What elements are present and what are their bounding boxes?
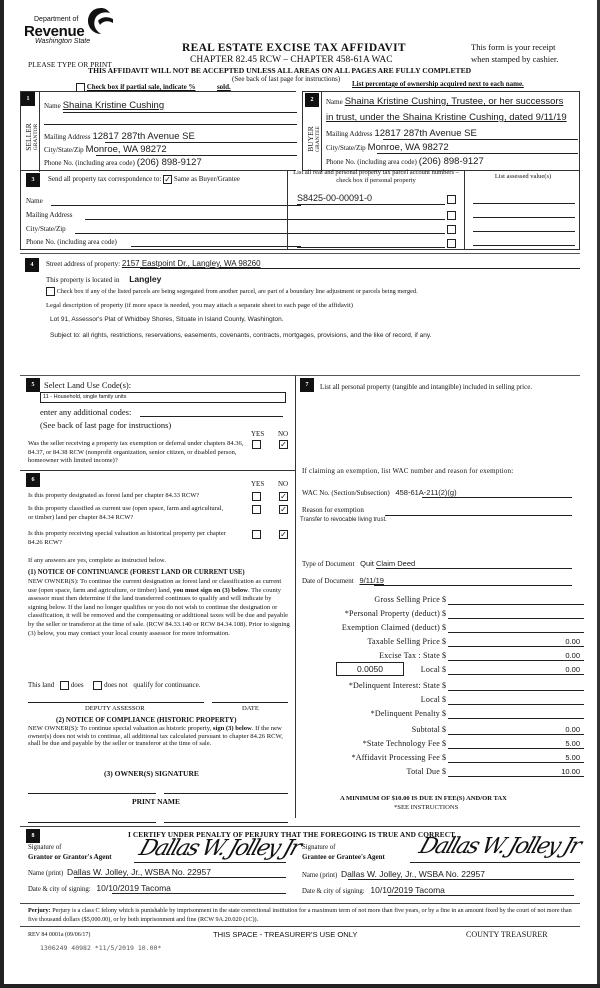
grantor-sig-label-2: Grantor or Grantor's Agent xyxy=(28,853,112,861)
send-to-label: Send all property tax correspondence to: xyxy=(48,175,162,184)
form-title: REAL ESTATE EXCISE TAX AFFIDAVIT xyxy=(182,42,406,54)
personal-property-label: List all personal property (tangible and intangible) included in selling price. xyxy=(320,383,533,391)
same-as-buyer-label: Same as Buyer/Grantee xyxy=(173,175,240,184)
corr-city-row xyxy=(26,225,66,233)
parcel-4-personal-checkbox[interactable] xyxy=(447,239,456,248)
currency-symbol: $ xyxy=(442,609,446,618)
doc-type-row xyxy=(302,559,415,568)
seller-mailing-field[interactable]: 12817 287th Avenue SE xyxy=(92,131,195,142)
additional-codes-label: enter any additional codes: xyxy=(40,407,132,417)
fee-label: Subtotal xyxy=(411,725,440,734)
does-qualify-checkbox[interactable] xyxy=(60,681,69,690)
fee-delinquent-penalty xyxy=(300,709,600,721)
section-8-badge: 8 xyxy=(26,829,40,843)
currency-symbol: $ xyxy=(442,623,446,632)
buyer-name-label: Name xyxy=(326,98,343,106)
print-name-label: PRINT NAME xyxy=(132,797,180,806)
wac-row xyxy=(302,488,457,497)
grantee-date-row xyxy=(302,885,445,895)
seller-mailing-label: Mailing Address xyxy=(44,133,91,141)
buyer-side-divider xyxy=(321,92,322,172)
doc-type-field[interactable]: Quit Claim Deed xyxy=(360,559,416,568)
deputy-assessor-signature-field[interactable] xyxy=(28,702,204,703)
section-4-badge: 4 xyxy=(25,258,39,272)
fee-label: Taxable Selling Price xyxy=(367,637,440,646)
historical-yes-checkbox[interactable] xyxy=(252,530,261,539)
fee-taxable-selling-price xyxy=(300,637,600,649)
exemption-yes-checkbox[interactable] xyxy=(252,440,261,449)
assessed-2-field[interactable] xyxy=(473,217,575,218)
notice-1-text-b: . The county assessor must then determine if the land transferred continues to qualify and will indicate by signing below. If the land no longer qualifies or you do not wish to continue the designation or classification, it will be removed and the compensating or additional taxes will be due and payable by the seller or transferor at the time of sale. (RCW 84.33.140 or RCW 84.34.108). Prior to signing (3) below, you may contact your local county assessor for more information. xyxy=(28,586,290,637)
current-use-no-checkbox[interactable]: ✓ xyxy=(280,505,287,514)
seller-mailing-row xyxy=(44,131,195,142)
grantee-name-field[interactable]: Dallas W. Jolley, Jr., WSBA No. 22957 xyxy=(341,869,485,879)
forest-yes-checkbox[interactable] xyxy=(252,492,261,501)
currency-symbol: $ xyxy=(442,709,446,718)
seller-side-divider xyxy=(39,92,40,172)
wac-label: WAC No. (Section/Subsection) xyxy=(302,489,390,497)
ownership-note: List percentage of ownership acquired next to each name. xyxy=(352,80,524,88)
buyer-mailing-row xyxy=(326,128,477,139)
seller-name-line-2 xyxy=(44,124,297,125)
qualify-label: qualify for continuance. xyxy=(133,681,201,690)
grantee-date-label: Date & city of signing: xyxy=(302,888,365,895)
currency-symbol: $ xyxy=(442,739,446,748)
treasurer-use-only: THIS SPACE - TREASURER'S USE ONLY xyxy=(213,930,358,939)
street-row xyxy=(46,259,261,268)
currency-symbol: $ xyxy=(442,753,446,762)
fee-label: Local xyxy=(420,695,440,704)
forest-no-checkbox[interactable]: ✓ xyxy=(280,492,287,501)
corr-mailing-row xyxy=(26,211,72,219)
fee-gross-selling-price xyxy=(300,595,600,607)
corr-mailing-label: Mailing Address xyxy=(26,211,73,219)
grantor-date-field[interactable]: 10/10/2019 Tacoma xyxy=(96,883,171,893)
fee-label: *Delinquent Penalty xyxy=(370,709,440,718)
fee-field[interactable] xyxy=(448,637,584,647)
land-use-select[interactable]: 11 - Household, single family units xyxy=(40,392,286,403)
fee-field[interactable] xyxy=(448,725,584,735)
owner-signature-field-2[interactable] xyxy=(164,793,288,794)
date-label: DATE xyxy=(242,705,259,712)
land-use-see-back: (See back of last page for instructions) xyxy=(40,420,172,430)
grantee-date-field[interactable]: 10/10/2019 Tacoma xyxy=(370,885,445,895)
grantor-sig-label-1: Signature of xyxy=(28,844,62,851)
parcel-3-field[interactable] xyxy=(297,233,445,234)
fee-delinquent-interest-state xyxy=(300,681,600,693)
seller-city-row xyxy=(44,144,167,155)
corr-phone-field[interactable] xyxy=(131,246,301,247)
fee-field[interactable] xyxy=(448,595,584,605)
if-yes-note: If any answers are yes, complete as instructed below. xyxy=(28,557,166,564)
grantor-date-line xyxy=(112,893,286,894)
dept-line-2: Revenue xyxy=(24,23,85,40)
notice-1-body xyxy=(28,578,290,638)
street-field[interactable]: 2157 Eastpoint Dr., Langley, WA 98260 xyxy=(121,259,261,268)
grantor-date-row xyxy=(28,883,171,893)
personal-property-field[interactable] xyxy=(302,405,572,455)
fee-field[interactable] xyxy=(448,695,584,705)
section-3-badge: 3 xyxy=(26,173,40,187)
fee-field[interactable] xyxy=(448,681,584,691)
parcel-1-field[interactable]: S8425-00-00091-0 xyxy=(297,193,445,205)
see-back-note: (See back of last page for instructions) xyxy=(232,75,341,83)
see-instructions-note: *SEE INSTRUCTIONS xyxy=(394,804,459,811)
current-use-yes-checkbox[interactable] xyxy=(252,505,261,514)
fee-field[interactable] xyxy=(448,709,584,719)
fee-label: *State Technology Fee xyxy=(362,739,440,748)
seller-name-line xyxy=(63,112,297,113)
warning-banner: THIS AFFIDAVIT WILL NOT BE ACCEPTED UNLESS ALL AREAS ON ALL PAGES ARE FULLY COMPLETED xyxy=(88,66,472,75)
reason-field[interactable]: Transfer to revocable living trust. xyxy=(300,517,387,523)
section-6-badge: 6 xyxy=(26,473,40,487)
reason-label: Reason for exemption xyxy=(302,506,364,514)
buyer-mailing-label: Mailing Address xyxy=(326,130,373,138)
corr-name-field[interactable] xyxy=(51,205,301,206)
forest-land-question: Is this property designated as forest land per chapter 84.33 RCW? xyxy=(28,492,200,499)
wac-field[interactable]: 458-61A-211(2)(g) xyxy=(395,488,457,497)
perjury-text: Perjury is a class C felony which is punishable by imprisonment in the state correctional institution for a maximum term of not more than five years, or by a fine in an amount fixed by the court of not more than five thousand dollars ($5,000.00), or by both imprisonment and fine (RCW 9A.20.020 (1C)). xyxy=(28,907,572,923)
buyer-label: BUYER xyxy=(306,126,315,152)
currency-symbol: $ xyxy=(442,695,446,704)
seller-name-row xyxy=(44,100,296,111)
fee-excise-tax-local xyxy=(300,665,600,677)
fee-field[interactable] xyxy=(448,665,584,675)
segregated-label: Check box if any of the listed parcels are being segregated from another parcel, are part of a boundary line adjustment or parcels being merged. xyxy=(56,287,418,295)
section-2-badge: 2 xyxy=(305,93,319,107)
currency-symbol: $ xyxy=(442,651,446,660)
corr-name-label: Name xyxy=(26,197,43,205)
assessed-4-field[interactable] xyxy=(473,245,575,246)
deputy-assessor-label: DEPUTY ASSESSOR xyxy=(85,705,145,712)
segregated-checkbox[interactable] xyxy=(46,287,55,296)
certify-statement: I CERTIFY UNDER PENALTY OF PERJURY THAT THE FOREGOING IS TRUE AND CORRECT. xyxy=(128,830,457,839)
grantee-label: GRANTEE xyxy=(315,126,321,152)
grantor-date-label: Date & city of signing: xyxy=(28,886,91,893)
buyer-mailing-field[interactable]: 12817 287th Avenue SE xyxy=(374,128,477,139)
parcel-3-personal-checkbox[interactable] xyxy=(447,225,456,234)
notice-1-bold: you must sign on (3) below xyxy=(173,586,248,594)
dor-swoosh-icon xyxy=(86,6,116,36)
doc-type-line xyxy=(376,568,572,569)
receipt-note-1: This form is your receipt xyxy=(471,42,556,52)
reason-line xyxy=(385,515,572,516)
owner-signature-label: (3) OWNER(S) SIGNATURE xyxy=(104,769,199,778)
corr-mailing-field[interactable] xyxy=(85,219,301,220)
seller-name-label: Name xyxy=(44,102,61,110)
buyer-phone-label: Phone No. (including area code) xyxy=(326,158,417,166)
grantor-label: GRANTOR xyxy=(33,123,39,151)
assessed-3-field[interactable] xyxy=(473,231,575,232)
seller-city-label: City/State/Zip xyxy=(44,146,84,154)
fee-label: *Affidavit Processing Fee xyxy=(351,753,440,762)
parcel-1-personal-checkbox[interactable] xyxy=(447,195,456,204)
corr-phone-row xyxy=(26,238,117,246)
fee-value: 0.00 xyxy=(565,665,580,674)
buyer-phone-field[interactable]: (206) 898-9127 xyxy=(418,156,484,167)
buyer-side-label xyxy=(306,114,321,164)
seller-phone-label: Phone No. (including area code) xyxy=(44,159,135,167)
grantee-sig-label-1: Signature of xyxy=(302,844,336,851)
buyer-name-row xyxy=(326,96,563,107)
seller-phone-field[interactable]: (206) 898-9127 xyxy=(136,157,202,168)
section-6-divider xyxy=(20,470,296,471)
notice-1-text-a: NEW OWNER(S): To continue the current designation as forest land or classification as current use (open space, farm and agriculture, or timber) land, xyxy=(28,578,282,594)
fee-label: *Delinquent Interest: State xyxy=(348,681,440,690)
fee-label: Excise Tax : State xyxy=(379,651,440,660)
currency-symbol: $ xyxy=(442,681,446,690)
land-use-label: Select Land Use Code(s): xyxy=(44,380,132,390)
notice-2-text-a: NEW OWNER(S): To continue special valuation as historic property, xyxy=(28,725,212,732)
seller-mailing-line xyxy=(105,142,297,143)
form-subtitle: CHAPTER 82.45 RCW – CHAPTER 458-61A WAC xyxy=(190,55,393,65)
print-name-field-1[interactable] xyxy=(28,822,156,823)
partial-sale-suffix: sold. xyxy=(216,83,231,92)
fee-field[interactable] xyxy=(448,651,584,661)
grantee-signature: Dallas W. Jolley Jr xyxy=(415,834,583,859)
doc-type-label: Type of Document xyxy=(302,560,355,568)
dor-logo xyxy=(24,6,120,48)
grantor-name-row xyxy=(28,867,211,877)
fee-label: Exemption Claimed (deduct) xyxy=(341,623,440,632)
historical-question: Is this property receiving special valuation as historical property per chapter 84.26 RCW? xyxy=(28,530,226,546)
legal-description-line-2[interactable]: Subject to: all rights, restrictions, reservations, easements, covenants, contracts, mortgages, provisions, and the like of record, if any. xyxy=(50,332,432,339)
grantee-signature-field[interactable] xyxy=(410,862,580,863)
wac-line xyxy=(422,497,572,498)
fee-field[interactable] xyxy=(448,753,584,763)
fee-subtotal xyxy=(300,725,600,737)
grantee-name-row xyxy=(302,869,485,879)
parcel-4-field[interactable] xyxy=(297,247,445,248)
corr-phone-label: Phone No. (including area code) xyxy=(26,238,117,246)
form-number: REV 84 0001a (09/06/17) xyxy=(28,932,91,938)
seller-city-line xyxy=(96,155,297,156)
owner-signature-field-1[interactable] xyxy=(28,793,156,794)
print-name-field-2[interactable] xyxy=(164,822,288,823)
fee-value: 0.00 xyxy=(565,637,580,646)
deputy-assessor-date-field[interactable] xyxy=(212,702,288,703)
seller-label: SELLER xyxy=(24,123,33,151)
parcel-2-personal-checkbox[interactable] xyxy=(447,211,456,220)
fee-label: Total Due xyxy=(406,767,440,776)
fee-label: Gross Selling Price xyxy=(374,595,440,604)
buyer-phone-row xyxy=(326,156,484,167)
grantor-name-field[interactable]: Dallas W. Jolley, Jr., WSBA No. 22957 xyxy=(67,867,211,877)
s6-no-header: NO xyxy=(278,480,289,488)
fee-value: 0.00 xyxy=(565,725,580,734)
assessed-divider xyxy=(464,171,465,250)
segregated-row xyxy=(46,287,418,296)
fee-total-due xyxy=(300,767,600,779)
same-as-buyer-checkbox[interactable]: ✓ xyxy=(164,175,171,184)
buyer-city-row xyxy=(326,142,449,153)
perjury-rule xyxy=(20,926,580,927)
buyer-mailing-line xyxy=(383,139,578,140)
grantor-signature-field[interactable] xyxy=(134,862,286,863)
partial-sale-label: Check box if partial sale, indicate % xyxy=(86,83,196,92)
fee-value: 10.00 xyxy=(561,767,580,776)
corr-name-row xyxy=(26,197,281,205)
type-or-print: PLEASE TYPE OR PRINT xyxy=(28,60,112,69)
cashier-stamp: 1306249 40982 *11/5/2019 10.00* xyxy=(40,944,162,952)
fee-delinquent-interest-local xyxy=(300,695,600,707)
s5-no-header: NO xyxy=(278,430,289,438)
street-line xyxy=(140,268,580,269)
buyer-city-label: City/State/Zip xyxy=(326,144,366,152)
grantee-name-line xyxy=(348,879,574,880)
seller-city-field[interactable]: Monroe, WA 98272 xyxy=(85,144,167,155)
scan-left-edge xyxy=(0,0,4,988)
fee-field[interactable] xyxy=(448,739,584,749)
currency-symbol: $ xyxy=(442,665,446,674)
section-7-badge: 7 xyxy=(300,378,314,392)
section-1-badge: 1 xyxy=(21,92,35,106)
assessed-header: List assessed value(s) xyxy=(494,173,552,180)
notice-2-text-b: . If the new owner(s) does not wish to continue, all additional tax calculated pursuant to chapter 84.26 RCW, shall be due and payable by the seller or transferor at the time of sale. xyxy=(28,725,283,748)
exemption-no-checkbox[interactable]: ✓ xyxy=(280,440,287,449)
located-row xyxy=(46,274,161,284)
section-3-correspondence xyxy=(20,171,580,250)
doc-date-field[interactable]: 9/11/19 xyxy=(359,576,384,585)
exemption-question: Was the seller receiving a property tax exemption or deferral under chapters 84.36, 84.37, or 84.38 RCW (nonprofit organization, senior citizen, or disabled person, homeowner with limited income)? xyxy=(28,440,244,464)
parcel-2-field[interactable] xyxy=(297,219,445,220)
minimum-due-note: A MINIMUM OF $10.00 IS DUE IN FEE(S) AND/OR TAX xyxy=(340,795,507,802)
street-label: Street address of property: xyxy=(46,260,121,268)
fee-field[interactable] xyxy=(448,623,584,633)
corr-city-field[interactable] xyxy=(75,233,301,234)
current-use-question: Is this property classified as current use (open space, farm and agricultural, or timber) land per chapter 84.34 RCW? xyxy=(28,505,224,521)
grantee-date-line xyxy=(388,895,574,896)
dept-line-3: Washington State xyxy=(35,38,91,45)
legal-description-line-1[interactable]: Lot 91, Assessor's Plat of Whidbey Shores, Situate in Island County, Washington. xyxy=(50,316,284,323)
buyer-name-field-1[interactable]: Shaina Kristine Cushing, Trustee, or her successors xyxy=(344,96,564,107)
parcel-divider xyxy=(287,171,288,250)
fee-value: 5.00 xyxy=(565,753,580,762)
grantee-name-label: Name (print) xyxy=(302,872,338,879)
located-label: This property is located in xyxy=(46,276,120,284)
notice-2-title: (2) NOTICE OF COMPLIANCE (HISTORIC PROPERTY) xyxy=(56,716,237,724)
currency-symbol: $ xyxy=(442,637,446,646)
fee-label: Local xyxy=(420,665,440,674)
currency-symbol: $ xyxy=(442,767,446,776)
section-5-badge: 5 xyxy=(26,378,40,392)
s5-yes-header: YES xyxy=(251,430,265,438)
perjury-notice xyxy=(28,906,580,924)
receipt-note-2: when stamped by cashier. xyxy=(471,54,559,64)
additional-codes-field[interactable] xyxy=(140,416,283,417)
this-land-label: This land xyxy=(28,681,55,690)
corr-city-label: City/State/Zip xyxy=(26,225,66,233)
parcel-header: List all real and personal property tax parcel account numbers – check box if personal property xyxy=(293,169,459,184)
fee-field[interactable] xyxy=(448,609,584,619)
section-4-property xyxy=(20,253,580,353)
grantor-name-line xyxy=(74,877,286,878)
fee-state-technology xyxy=(300,739,600,751)
local-rate-box[interactable]: 0.0050 xyxy=(336,662,404,676)
seller-name-field[interactable]: Shaina Kristine Cushing xyxy=(62,100,165,111)
buyer-city-line xyxy=(377,153,578,154)
send-to-row xyxy=(48,175,240,184)
doc-date-row xyxy=(302,576,384,585)
doc-date-label: Date of Document xyxy=(302,577,354,585)
notice-2-body xyxy=(28,725,292,748)
buyer-name-field-2[interactable]: in trust, under the Shaina Kristine Cushing, dated 9/11/19 xyxy=(326,112,567,123)
buyer-city-field[interactable]: Monroe, WA 98272 xyxy=(367,142,449,153)
fee-affidavit-processing xyxy=(300,753,600,765)
perjury-bold: Perjury: xyxy=(28,907,51,914)
notice-1-title: (1) NOTICE OF CONTINUANCE (FOREST LAND OR CURRENT USE) xyxy=(28,569,245,576)
historical-no-checkbox[interactable]: ✓ xyxy=(280,530,287,539)
seller-phone-row xyxy=(44,157,202,168)
notice-2-bold: sign (3) below xyxy=(212,725,252,732)
legal-label: Legal description of property (if more space is needed, you may attach a separate sheet to each page of the affidavit) xyxy=(46,302,353,309)
continuance-row xyxy=(28,681,200,690)
scan-bottom-edge xyxy=(0,984,600,988)
does-label: does xyxy=(70,681,84,690)
does-not-qualify-checkbox[interactable] xyxy=(93,681,102,690)
grantor-name-label: Name (print) xyxy=(28,870,64,877)
s6-yes-header: YES xyxy=(251,480,265,488)
fee-label: *Personal Property (deduct) xyxy=(344,609,440,618)
currency-symbol: $ xyxy=(442,725,446,734)
section-1-seller xyxy=(20,91,296,171)
exemption-claim-label: If claiming an exemption, list WAC number and reason for exemption: xyxy=(302,467,514,475)
doc-date-line xyxy=(374,585,572,586)
fee-exemption-claimed xyxy=(300,623,600,635)
grantee-sig-label-2: Grantee or Grantee's Agent xyxy=(302,853,385,861)
currency-symbol: $ xyxy=(442,595,446,604)
does-not-label: does not xyxy=(104,681,128,690)
seller-side-label xyxy=(24,112,39,162)
assessed-1-field[interactable] xyxy=(473,203,575,204)
fee-personal-property xyxy=(300,609,600,621)
section-2-buyer xyxy=(302,91,580,171)
fee-value: 5.00 xyxy=(565,739,580,748)
grantor-signature: Dallas W. Jolley Jr xyxy=(135,836,303,861)
fee-value: 0.00 xyxy=(565,651,580,660)
county-treasurer: COUNTY TREASURER xyxy=(466,930,548,939)
dept-line-1: Department of xyxy=(34,16,79,23)
located-field[interactable]: Langley xyxy=(129,274,162,284)
